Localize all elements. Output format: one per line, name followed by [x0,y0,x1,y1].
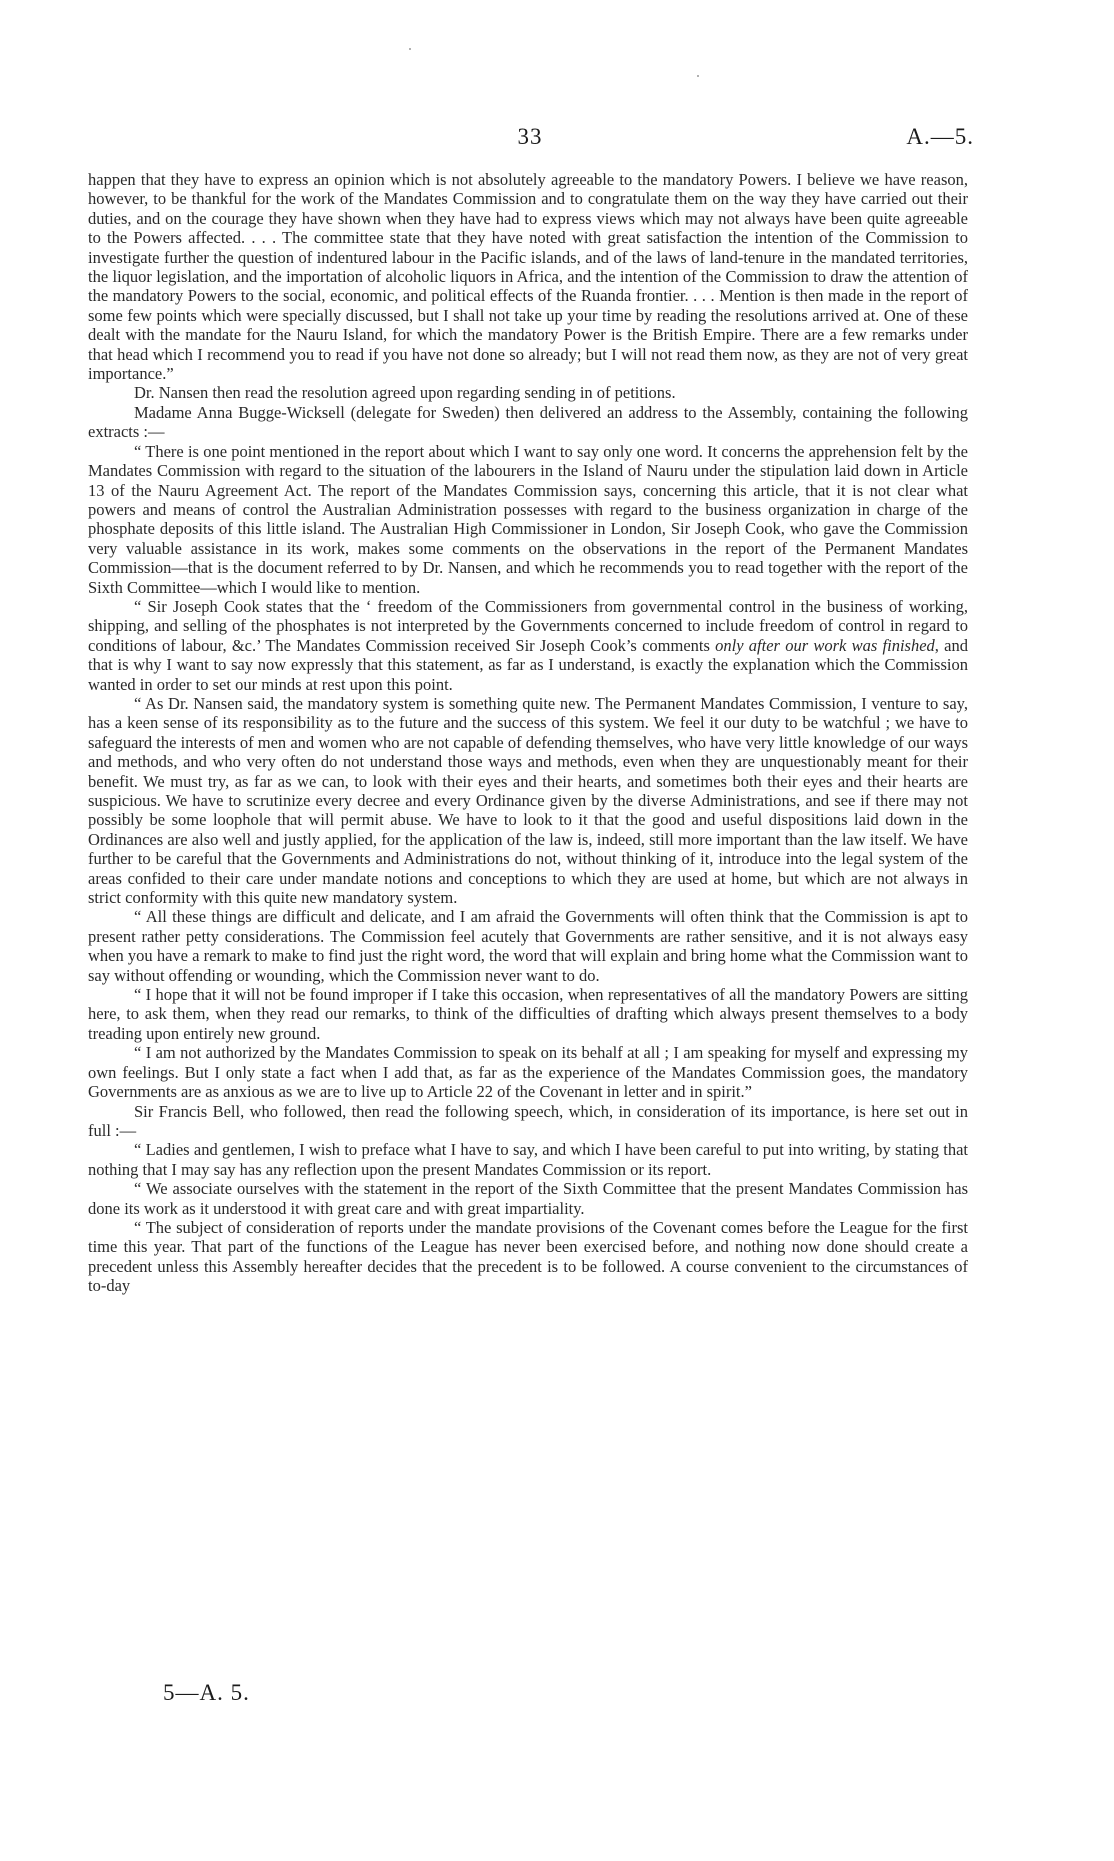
paragraph-text: “ The subject of consideration of reports under the mandate provisions of the Covenant comes before the League for the first time this year. That part of the functions of the League has never been exercised before, and nothing now done should create a precedent unless this Assembly hereafter decides that the precedent is to be followed. A course convenient to the circumstances of to-day [88,1217,968,1296]
paragraph [88,985,968,1043]
paragraph [88,694,968,907]
paragraph [88,1140,968,1179]
paragraph-text: “ I am not authorized by the Mandates Commission to speak on its behalf at all ; I am speaking for myself and expressing my own feelings. But I only state a fact when I add that, as far as the experience of the Mandates Commission goes, the mandatory Governments are as anxious as we are to live up to Article 22 of the Covenant in letter and in spirit.” [88,1043,968,1102]
paragraph [88,597,968,694]
paragraph-text: “ All these things are difficult and delicate, and I am afraid the Governments will often think that the Commission is apt to present rather petty considerations. The Commission feel acutely that Governments are rather sensitive, and it is not always easy when you have a remark to make to find just the right word, the word that will explain and bring home what the Commission want to say without offending or wounding, which the Commission never want to do. [88,907,968,985]
paragraph-text: , and that is why I want to say now expressly that this statement, as far as I understand, is exactly the explanation which the Commission wanted in order to set our minds at rest upon this point. [88,635,968,694]
body-text [88,170,968,1296]
paragraph-text: “ Ladies and gentlemen, I wish to preface what I have to say, and which I have been careful to put into writing, by stating that nothing that I may say has any reflection upon the present Mandates Commission or its report. [88,1140,968,1179]
paragraph-text: “ Sir Joseph Cook states that the ‘ freedom of the Commissioners from governmental control in the business of working, shipping, and selling of the phosphates is not interpreted by the Governments concerned to include freedom of control in regard to conditions of labour, &c.’ The Mandates Commission received Sir Joseph Cook’s comments [88,596,968,655]
paragraph-text: Sir Francis Bell, who followed, then read the following speech, which, in consideration of its importance, is here set out in full :— [88,1101,968,1140]
paragraph [88,1102,968,1141]
scan-speck [697,75,699,77]
paragraph-text: “ We associate ourselves with the statement in the report of the Sixth Committee that the present Mandates Commission has done its work as it understood it with great care and with great impartiality. [88,1179,968,1218]
paragraph-text: “ I hope that it will not be found improper if I take this occasion, when representatives of all the mandatory Powers are sitting here, to ask them, when they read our remarks, to think of the difficulties of drafting which always present themselves to a body treading upon entirely new ground. [88,985,968,1043]
paragraph [88,907,968,985]
signature-mark: 5—A. 5. [163,1680,250,1705]
paragraph [88,383,968,402]
paragraph-text: Madame Anna Bugge-Wicksell (delegate for Sweden) then delivered an address to the Assembly, containing the following extracts :— [88,402,968,442]
paragraph [88,1179,968,1218]
page-number: 33 [517,124,543,149]
paragraph [88,170,968,383]
paragraph [88,403,968,442]
paragraph-text: happen that they have to express an opinion which is not absolutely agreeable to the mandatory Powers. I believe we have reason, however, to be thankful for the work of the Mandates Commission and to congratulate them on the way they have carried out their duties, and on the courage they have shown when they have had to express views which may not always have been quite agreeable to the Powers affected. . . . The committee state that they have noted with great satisfaction the intention of the Commission to investigate further the question of indentured labour in the Pacific islands, and of the laws of land-tenure in the mandated territories, the liquor legislation, and the importation of alcoholic liquors in Africa, and the intention of the Commission to draw the attention of the mandatory Powers to the social, economic, and political effects of the Ruanda frontier. . . . Mention is then made in the report of some few points which were specially discussed, but I shall not take up your time by reading the resolutions arrived at. One of these dealt with the mandate for the Nauru Island, for which the mandatory Power is the British Empire. There are a few remarks under that head which I recommend you to read if you have not done so already; but I will not read them now, as they are not of very great importance.” [88,170,968,384]
document-reference: A.—5. [906,124,974,149]
paragraph [88,1218,968,1296]
scan-speck [409,48,411,50]
paragraph-text: Dr. Nansen then read the resolution agreed upon regarding sending in of petitions. [134,383,676,403]
paragraph [88,1043,968,1101]
italic-text: only after our work was finished [715,635,935,655]
paragraph-text: “ There is one point mentioned in the report about which I want to say only one word. It concerns the apprehension felt by the Mandates Commission with regard to the situation of the labourers in the Island of Nauru under the stipulation laid down in Article 13 of the Nauru Agreement Act. The report of the Mandates Commission says, concerning this article, that it is not clear what powers and means of control the Australian Administration possesses with regard to the business organization in charge of the phosphate deposits of this little island. The Australian High Commissioner in London, Sir Joseph Cook, who gave the Commission very valuable assistance in its work, makes some comments on the observations in the report of the Permanent Mandates Commission—that is the document referred to by Dr. Nansen, and which he recommends you to read together with the report of the Sixth Committee—which I would like to mention. [88,441,968,597]
paragraph [88,442,968,597]
paragraph-text: “ As Dr. Nansen said, the mandatory system is something quite new. The Permanent Mandates Commission, I venture to say, has a keen sense of its responsibility as to the future and the success of this system. We feel it our duty to be watchful ; we have to safeguard the interests of men and women who are not capable of defending themselves, who have very little knowledge of our ways and methods, and who very often do not understand those ways and methods, even when they are unquestionably meant for their benefit. We must try, as far as we can, to look with their eyes and their hearts, and sometimes both their eyes and their hearts are suspicious. We have to scrutinize every decree and every Ordinance given by the diverse Administrations, and see if there may not possibly be some loophole that will permit abuse. We have to look to it that the good and useful dispositions laid down in the Ordinances are also well and justly applied, for the application of the law is, indeed, still more important than the law itself. We have further to be careful that the Governments and Administrations do not, without thinking of it, introduce into the legal system of the areas confided to their care under mandate notions and conceptions to which they are used at home, but which are not always in strict conformity with this quite new mandatory system. [88,693,968,908]
